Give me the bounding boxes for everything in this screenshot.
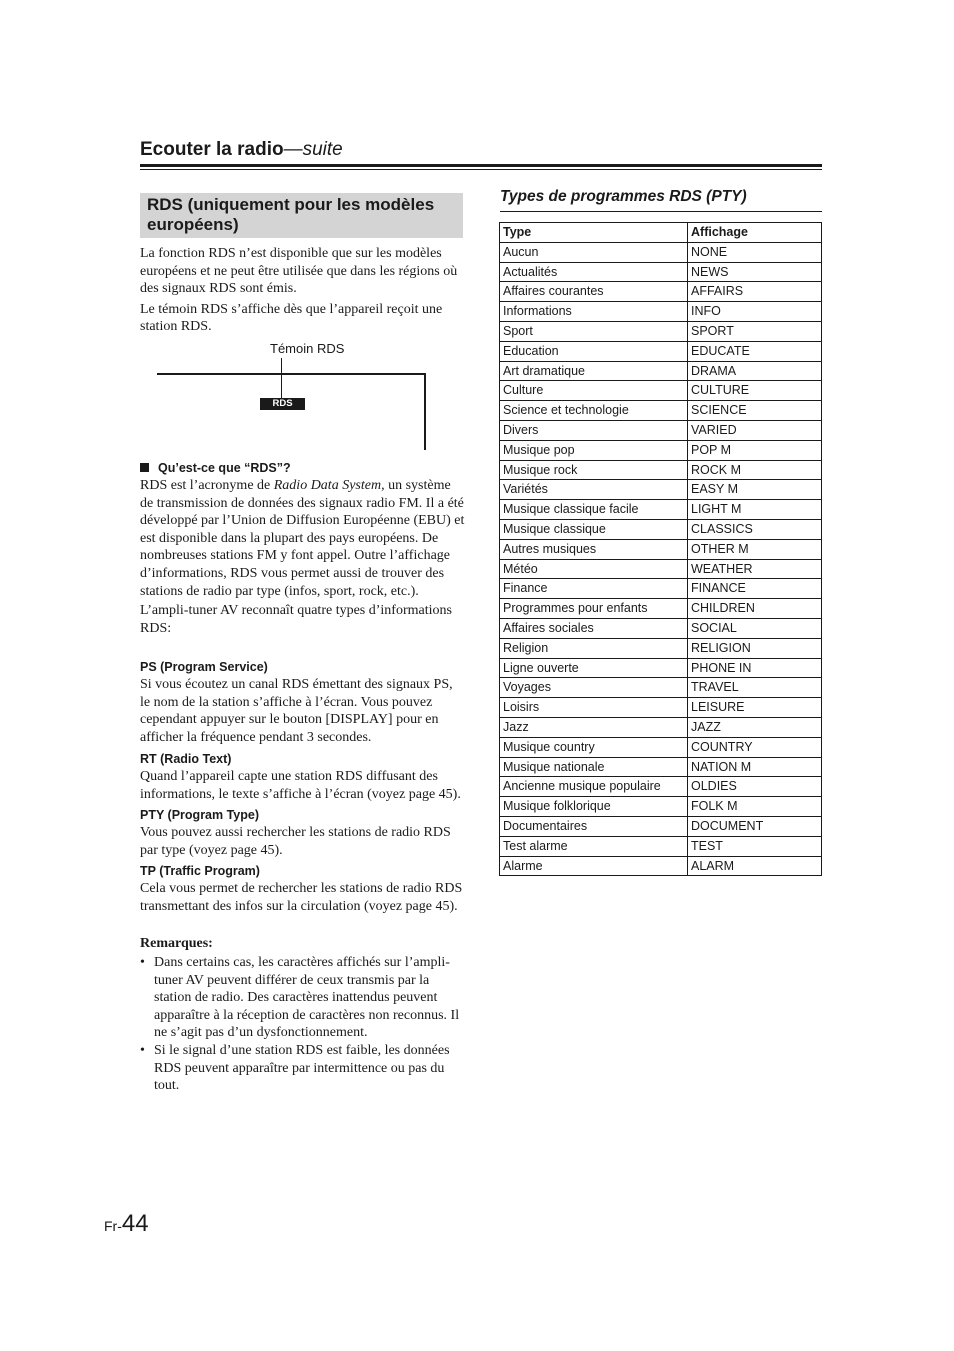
pty-display-cell: EDUCATE bbox=[688, 341, 822, 361]
pty-table-row bbox=[500, 539, 822, 559]
pty-display-cell: OLDIES bbox=[688, 777, 822, 797]
what-is-rds-paragraph-2: L’ampli-tuner AV reconnaît quatre types d’informations RDS: bbox=[140, 603, 452, 636]
pty-column-header-display: Affichage bbox=[688, 223, 822, 243]
type-tp-text: Cela vous permet de rechercher les stations de radio RDS transmettant des infos sur la circulation (voyez page 45). bbox=[140, 881, 463, 914]
pty-type-cell: Art dramatique bbox=[500, 361, 688, 381]
pty-table-row bbox=[500, 381, 822, 401]
pty-display-cell: OTHER M bbox=[688, 539, 822, 559]
pty-table-row bbox=[500, 777, 822, 797]
type-ps-text: Si vous écoutez un canal RDS émettant des signaux PS, le nom de la station s’affiche à l’écran. Vous pouvez cependant appuyer sur le bouton [DISPLAY] pour en afficher la fréquence pendant 3 secondes. bbox=[140, 677, 453, 745]
pty-type-cell: Variétés bbox=[500, 480, 688, 500]
page-number-value: 44 bbox=[121, 1210, 149, 1237]
pty-table-row bbox=[500, 856, 822, 876]
type-pty-title: PTY (Program Type) bbox=[140, 808, 260, 822]
pty-display-cell: NEWS bbox=[688, 262, 822, 282]
type-ps-title: PS (Program Service) bbox=[140, 660, 268, 674]
pty-display-cell: NONE bbox=[688, 242, 822, 262]
pty-display-cell: SPORT bbox=[688, 321, 822, 341]
page-header bbox=[140, 139, 343, 161]
section-title: RDS (uniquement pour les modèles européens) bbox=[147, 195, 435, 234]
pty-type-cell: Musique classique bbox=[500, 519, 688, 539]
pty-display-cell: POP M bbox=[688, 440, 822, 460]
pty-table-row bbox=[500, 816, 822, 836]
pty-type-cell: Musique rock bbox=[500, 460, 688, 480]
pty-title: Types de programmes RDS (PTY) bbox=[500, 188, 747, 205]
pty-type-cell: Météo bbox=[500, 559, 688, 579]
intro-paragraph-2: Le témoin RDS s’affiche dès que l’appareil reçoit une station RDS. bbox=[140, 301, 443, 335]
pty-display-cell: ROCK M bbox=[688, 460, 822, 480]
para-1-emphasis: Radio Data System bbox=[273, 478, 382, 493]
type-tp-title: TP (Traffic Program) bbox=[140, 864, 260, 878]
pty-display-cell: LEISURE bbox=[688, 698, 822, 718]
indicator-pointer-line bbox=[281, 358, 282, 399]
pty-type-cell: Programmes pour enfants bbox=[500, 599, 688, 619]
remark-item bbox=[140, 1042, 464, 1095]
pty-type-cell: Loisirs bbox=[500, 698, 688, 718]
pty-display-cell: CHILDREN bbox=[688, 599, 822, 619]
pty-type-cell: Sport bbox=[500, 321, 688, 341]
pty-type-cell: Musique country bbox=[500, 737, 688, 757]
pty-type-cell: Informations bbox=[500, 302, 688, 322]
pty-display-cell: WEATHER bbox=[688, 559, 822, 579]
pty-display-cell: INFO bbox=[688, 302, 822, 322]
pty-table-row bbox=[500, 638, 822, 658]
what-is-rds-paragraph-1 bbox=[140, 477, 465, 600]
display-right-edge bbox=[424, 373, 426, 450]
pty-display-cell: PHONE IN bbox=[688, 658, 822, 678]
pty-table-row bbox=[500, 440, 822, 460]
pty-display-cell: ALARM bbox=[688, 856, 822, 876]
pty-type-cell: Affaires courantes bbox=[500, 282, 688, 302]
pty-type-cell: Voyages bbox=[500, 678, 688, 698]
pty-type-cell: Ligne ouverte bbox=[500, 658, 688, 678]
pty-type-cell: Education bbox=[500, 341, 688, 361]
pty-table-body bbox=[500, 242, 822, 876]
pty-type-cell: Religion bbox=[500, 638, 688, 658]
remark-text: Dans certains cas, les caractères affichés sur l’ampli-tuner AV peuvent différer de ceux transmis par la station de radio. Des caractères inattendus peuvent apparaître à la réception de caractères non reconnus. Il ne s’agit pas d’un dysfonctionnement. bbox=[154, 955, 460, 1041]
pty-table-row bbox=[500, 262, 822, 282]
pty-display-cell: DRAMA bbox=[688, 361, 822, 381]
pty-type-cell: Culture bbox=[500, 381, 688, 401]
pty-display-cell: AFFAIRS bbox=[688, 282, 822, 302]
pty-table-row bbox=[500, 599, 822, 619]
pty-type-cell: Divers bbox=[500, 420, 688, 440]
rds-indicator-badge: RDS bbox=[260, 398, 305, 410]
pty-table-row bbox=[500, 519, 822, 539]
remarks-title: Remarques: bbox=[140, 936, 213, 951]
display-top-edge bbox=[157, 373, 426, 375]
para-1-text-a: RDS est l’acronyme de bbox=[140, 478, 274, 493]
what-is-rds-body bbox=[140, 477, 465, 637]
header-rule-thin bbox=[140, 169, 822, 170]
pty-display-cell: NATION M bbox=[688, 757, 822, 777]
pty-display-cell: SCIENCE bbox=[688, 401, 822, 421]
type-rt-title: RT (Radio Text) bbox=[140, 752, 232, 766]
pty-display-cell: EASY M bbox=[688, 480, 822, 500]
pty-table-row bbox=[500, 302, 822, 322]
pty-display-cell: TEST bbox=[688, 836, 822, 856]
pty-table-row bbox=[500, 559, 822, 579]
pty-display-cell: JAZZ bbox=[688, 717, 822, 737]
pty-type-cell: Science et technologie bbox=[500, 401, 688, 421]
para-1-text-b: , un système de transmission de données des signaux radio FM. Il a été développé par l’Union de Diffusion Européenne (EBU) et est disponible dans la plupart des pays européens. De nombreuses stations FM y font appel. Outre l’affichage d’informations, RDS vous permet aussi de trouver des stations de radio par type (infos, sport, rock, etc.). bbox=[140, 478, 465, 599]
pty-display-cell: VARIED bbox=[688, 420, 822, 440]
remark-item bbox=[140, 954, 464, 1042]
pty-table-row bbox=[500, 678, 822, 698]
pty-table-row bbox=[500, 698, 822, 718]
pty-table-row bbox=[500, 282, 822, 302]
pty-table-row bbox=[500, 341, 822, 361]
pty-display-cell: FINANCE bbox=[688, 579, 822, 599]
pty-display-cell: DOCUMENT bbox=[688, 816, 822, 836]
pty-type-cell: Musique pop bbox=[500, 440, 688, 460]
pty-table-row bbox=[500, 658, 822, 678]
pty-table-row bbox=[500, 797, 822, 817]
pty-display-cell: TRAVEL bbox=[688, 678, 822, 698]
pty-title-rule bbox=[500, 211, 822, 212]
pty-table-row bbox=[500, 242, 822, 262]
bullet-icon: • bbox=[140, 1043, 145, 1058]
pty-type-cell: Actualités bbox=[500, 262, 688, 282]
pty-type-cell: Autres musiques bbox=[500, 539, 688, 559]
pty-table bbox=[499, 222, 822, 876]
type-rt-text: Quand l’appareil capte une station RDS diffusant des informations, le texte s’affiche à l’écran (voyez page 45). bbox=[140, 769, 461, 802]
pty-table-row bbox=[500, 401, 822, 421]
pty-table-row bbox=[500, 579, 822, 599]
pty-display-cell: LIGHT M bbox=[688, 500, 822, 520]
pty-type-cell: Ancienne musique populaire bbox=[500, 777, 688, 797]
pty-table-row bbox=[500, 618, 822, 638]
pty-display-cell: CULTURE bbox=[688, 381, 822, 401]
pty-display-cell: RELIGION bbox=[688, 638, 822, 658]
pty-type-cell: Aucun bbox=[500, 242, 688, 262]
pty-table-row bbox=[500, 420, 822, 440]
pty-table-row bbox=[500, 717, 822, 737]
intro-paragraph-1: La fonction RDS n’est disponible que sur les modèles européens et ne peut être utilisée que dans les régions où des signaux RDS sont émis. bbox=[140, 246, 458, 297]
pty-display-cell: COUNTRY bbox=[688, 737, 822, 757]
pty-table-row bbox=[500, 500, 822, 520]
pty-table-row bbox=[500, 480, 822, 500]
pty-type-cell: Musique folklorique bbox=[500, 797, 688, 817]
pty-type-cell: Musique nationale bbox=[500, 757, 688, 777]
remark-text: Si le signal d’une station RDS est faible, les données RDS peuvent apparaître par intermittence ou pas du tout. bbox=[154, 1043, 450, 1094]
rds-indicator-label: Témoin RDS bbox=[270, 341, 345, 356]
header-rule-thick bbox=[140, 164, 822, 167]
page-number-prefix: Fr- bbox=[104, 1218, 122, 1234]
square-bullet-icon bbox=[140, 463, 149, 472]
pty-type-cell: Alarme bbox=[500, 856, 688, 876]
pty-type-cell: Jazz bbox=[500, 717, 688, 737]
pty-table-row bbox=[500, 836, 822, 856]
type-pty-text: Vous pouvez aussi rechercher les stations de radio RDS par type (voyez page 45). bbox=[140, 825, 451, 858]
pty-type-cell: Test alarme bbox=[500, 836, 688, 856]
what-is-rds-heading bbox=[140, 461, 291, 475]
pty-table-row bbox=[500, 361, 822, 381]
pty-table-header-row bbox=[500, 223, 822, 243]
page-header-title: Ecouter la radio bbox=[140, 139, 284, 160]
pty-display-cell: FOLK M bbox=[688, 797, 822, 817]
page-number bbox=[104, 1210, 149, 1238]
what-is-rds-title: Qu’est-ce que “RDS”? bbox=[158, 461, 291, 475]
pty-display-cell: CLASSICS bbox=[688, 519, 822, 539]
section-intro bbox=[140, 245, 465, 336]
bullet-icon: • bbox=[140, 955, 145, 970]
pty-table-row bbox=[500, 460, 822, 480]
pty-table-row bbox=[500, 321, 822, 341]
pty-type-cell: Documentaires bbox=[500, 816, 688, 836]
pty-display-cell: SOCIAL bbox=[688, 618, 822, 638]
pty-type-cell: Affaires sociales bbox=[500, 618, 688, 638]
pty-type-cell: Musique classique facile bbox=[500, 500, 688, 520]
pty-type-cell: Finance bbox=[500, 579, 688, 599]
page-header-suffix: —suite bbox=[283, 139, 343, 160]
pty-table-row bbox=[500, 737, 822, 757]
pty-table-row bbox=[500, 757, 822, 777]
pty-column-header-type: Type bbox=[500, 223, 688, 243]
